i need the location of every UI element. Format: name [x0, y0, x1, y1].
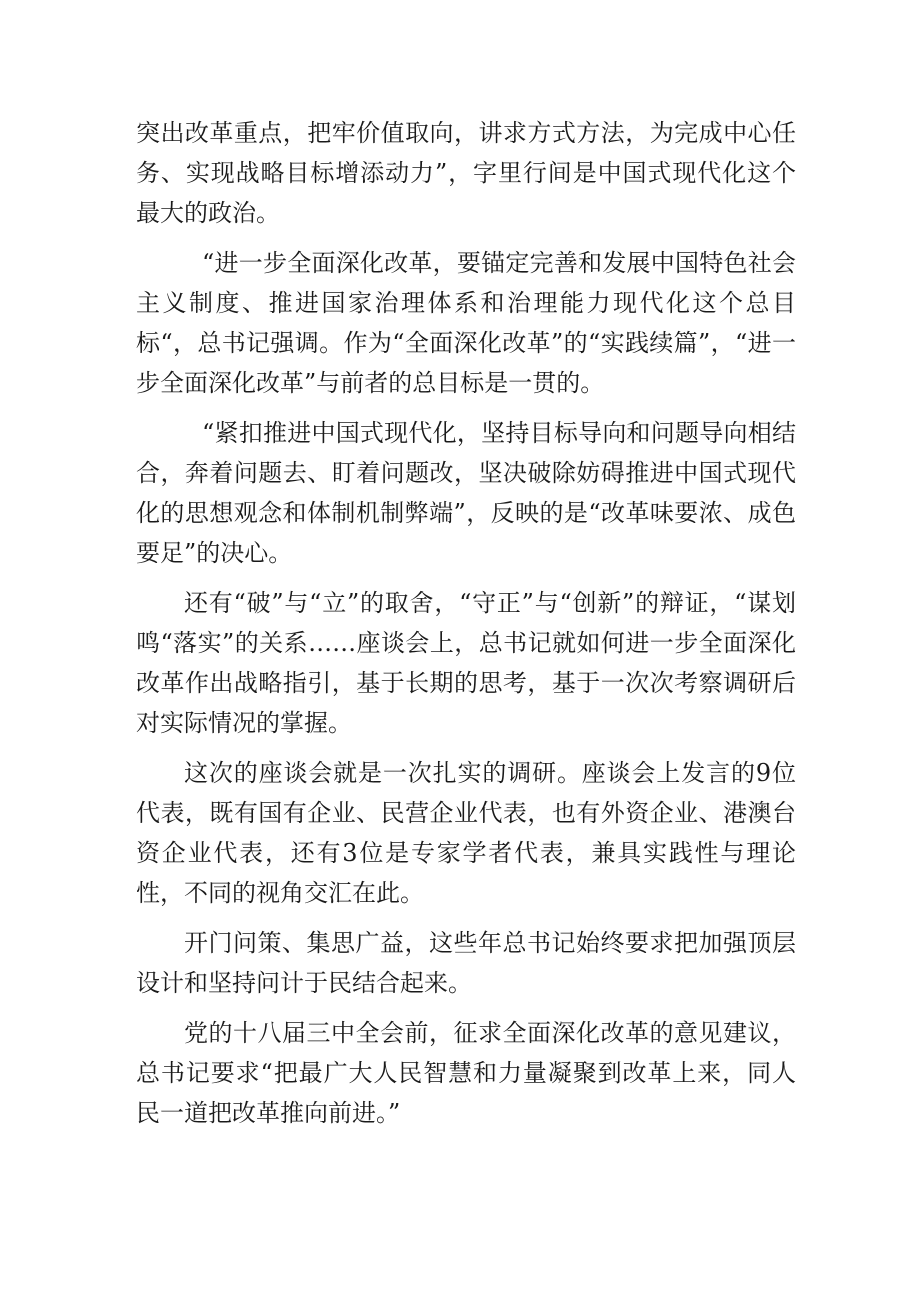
paragraph-continuation: 突出改革重点，把牢价值取向，讲求方式方法，为完成中心任务、实现战略目标增添动力”，字里行间是中国式现代化这个最大的政治。	[136, 119, 796, 227]
paragraph-overall-goal: “进一步全面深化改革，要锚定完善和发展中国特色社会主义制度、推进国家治理体系和治理能力现代化这个总目标“，总书记强调。作为“全面深化改革”的“实践续篇”，“进一步全面深化改革”与前者的总目标是一贯的。	[136, 249, 796, 397]
article-body	[136, 113, 796, 1133]
paragraph-strategic-guidance: 还有“破”与“立”的取舍，“守正”与“创新”的辩证，“谋划鸣“落实”的关系……座谈会上，总书记就如何进一步全面深化改革作出战略指引，基于长期的思考，基于一次次考察调研后对实际情况的掌握。	[136, 589, 796, 737]
paragraph-third-plenum: 党的十八届三中全会前，征求全面深化改革的意见建议，总书记要求“把最广大人民智慧和力量凝聚到改革上来，同人民一道把改革推向前进。”	[136, 1019, 796, 1127]
paragraph-open-consultation: 开门问策、集思广益，这些年总书记始终要求把加强顶层设计和坚持问计于民结合起来。	[136, 929, 796, 997]
paragraph-modernization-focus: “紧扣推进中国式现代化，坚持目标导向和问题导向相结合，奔着问题去、盯着问题改，坚决破除妨碍推进中国式现代化的思想观念和体制机制弊端”，反映的是“改革味要浓、成色要足”的决心。	[136, 419, 796, 567]
paragraph-symposium-research: 这次的座谈会就是一次扎实的调研。座谈会上发言的9位代表，既有国有企业、民营企业代表，也有外资企业、港澳台资企业代表，还有3位是专家学者代表，兼具实践性与理论性，不同的视角交汇在此。	[136, 759, 796, 907]
